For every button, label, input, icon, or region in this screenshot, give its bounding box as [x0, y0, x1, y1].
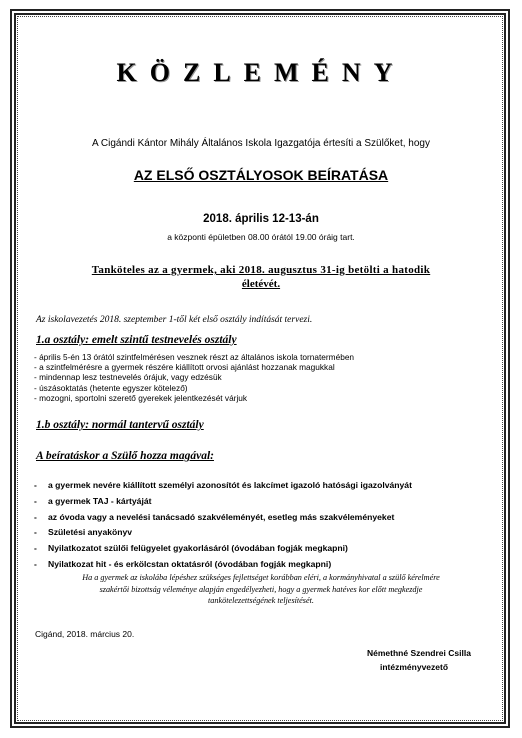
bullet: - — [34, 543, 37, 554]
requirement-line-2: életévét. — [241, 278, 281, 290]
eligibility-note — [0, 572, 522, 607]
document-title: KÖZLEMÉNY — [116, 58, 406, 87]
place-date: Cigánd, 2018. március 20. — [35, 629, 135, 639]
bullet: - — [34, 527, 37, 538]
bullet: - — [34, 480, 37, 490]
signer-name: Némethné Szendrei Csilla — [367, 648, 471, 658]
list-item-text: Születési anyakönyv — [48, 527, 133, 538]
bring-list — [34, 478, 412, 573]
enrollment-time: a központi épületben 08.00 órától 19.00 óráig tart. — [167, 232, 355, 242]
bullet: - — [34, 511, 37, 522]
bullet: - — [34, 495, 37, 506]
list-item — [34, 525, 412, 541]
list-item — [34, 478, 412, 494]
bring-title: A beíratáskor a Szülő hozza magával: — [36, 450, 214, 462]
note-line: Ha a gyermek az iskolába lépéshez szükséges fejlettséget korábban eléri, a kormányhivatal a szülő kérelmére — [82, 573, 440, 582]
list-item: - mindennap lesz testnevelés órájuk, vagy edzésük — [34, 372, 222, 383]
list-item — [34, 541, 412, 557]
class-a-title: 1.a osztály: emelt szintű testnevelés osztály — [36, 334, 237, 346]
list-item: - április 5-én 13 órától szintfelmérésen vesznek részt az általános iskola tornatermében — [34, 352, 355, 362]
list-item — [34, 557, 412, 573]
class-a-list — [34, 352, 354, 403]
list-item-text: a gyermek TAJ - kártyáját — [48, 495, 152, 506]
list-item-text: Nyilatkozatot szülői felügyelet gyakorlásáról (óvodában fogják megkapni) — [48, 543, 348, 554]
list-item-text: a gyermek nevére kiállított személyi azonosítót és lakcímet igazoló hatósági igazolványát — [48, 480, 412, 490]
class-b-title: 1.b osztály: normál tantervű osztály — [36, 419, 204, 431]
list-item-text: az óvoda vagy a nevelési tanácsadó szakvéleményét, esetleg más szakvéleményeket — [48, 511, 395, 522]
list-item — [34, 494, 412, 510]
list-item: - mozogni, sportolni szerető gyerekek jelentkezését várjuk — [34, 392, 248, 403]
requirement-line-1: Tanköteles az a gyermek, aki 2018. augusztus 31-ig betölti a hatodik — [91, 264, 431, 276]
list-item: - úszásoktatás (hetente egyszer kötelező) — [34, 382, 188, 393]
intro-text: A Cigándi Kántor Mihály Általános Iskola Igazgatója értesíti a Szülőket, hogy — [92, 138, 430, 149]
bullet: - — [34, 558, 37, 569]
plan-text: Az iskolavezetés 2018. szeptember 1-től két első osztály indítását tervezi. — [36, 315, 313, 325]
enrollment-date: 2018. április 12-13-án — [203, 213, 319, 225]
signer-role: intézményvezető — [380, 662, 449, 672]
list-item: - a szintfelmérésre a gyermek részére kiállított orvosi ajánlást hozzanak magukkal — [34, 362, 335, 373]
list-item — [34, 510, 412, 526]
note-line: szakértői bizottság véleménye alapján engedélyezheti, hogy a gyermek hatéves kor előtt megkezdje — [99, 584, 423, 594]
note-line: tankötelezettségének teljesítését. — [208, 596, 314, 605]
list-item-text: Nyilatkozat hit - és erkölcstan oktatásról (óvodában fogják megkapni) — [48, 558, 332, 569]
main-heading: AZ ELSŐ OSZTÁLYOSOK BEÍRATÁSA — [133, 167, 389, 183]
